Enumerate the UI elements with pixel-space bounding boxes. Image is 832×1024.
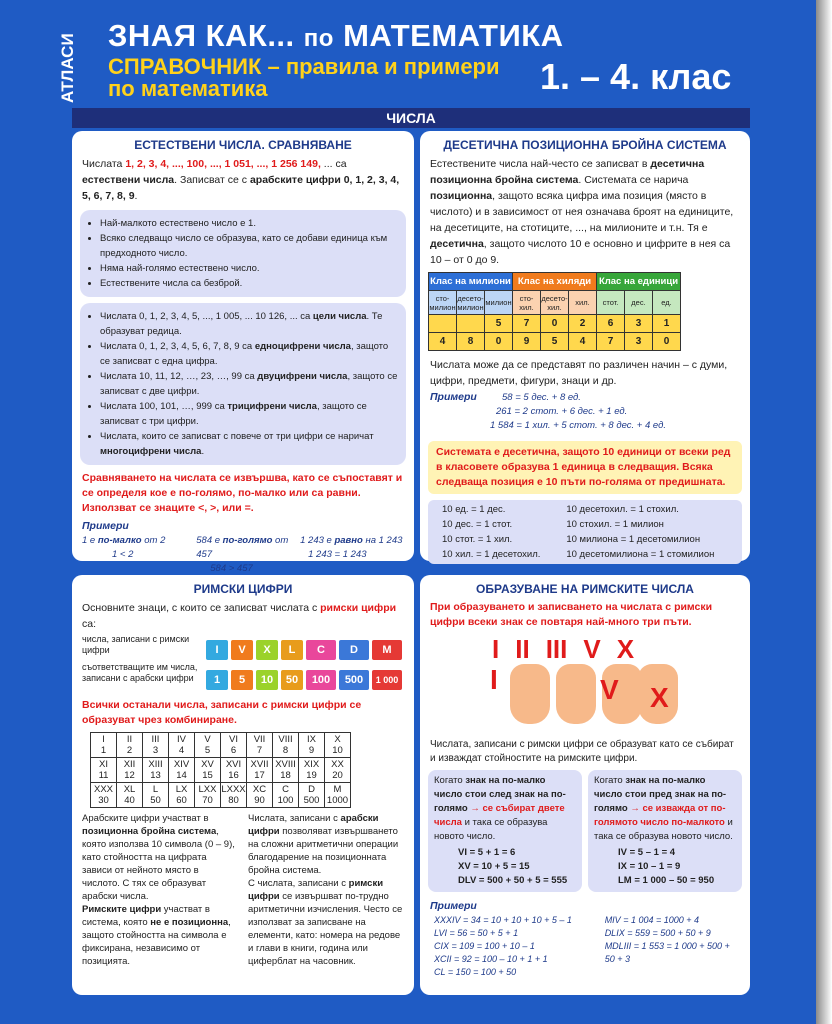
example-line: IX = 10 – 1 = 9 [618,861,681,872]
table-cell: XIII 13 [143,758,169,783]
digit-cell: 7 [513,315,541,333]
text-red: се събират двете числа [434,803,565,828]
roman-intro [72,600,414,632]
eq-line: 10 стохил. = 1 милион [566,519,664,530]
text: , защото се записват с две цифри. [100,371,398,397]
text: , защото се записват с три цифри. [100,401,367,427]
text: С числата, записани с [248,878,349,889]
label-roman: числа, записани с римски цифри [82,634,190,655]
hand-icon [510,664,550,724]
text: Основните знаци, с които се записват числата с [82,602,321,614]
arrow: → [627,803,643,814]
list-item: • Няма най-голямо естествено число. [100,261,398,276]
digit-cell: 9 [513,333,541,351]
digit-cell: 0 [653,333,681,351]
text: 1 е [82,535,98,546]
text-bold: десетична позиционна бройна система [430,158,705,186]
text: , защото числото 10 е основно и цифрите в нея са 10 – от 0 до 9. [430,238,731,266]
list-item: • Естествените числа са безброй. [100,276,398,291]
text-bold: десетична [430,238,484,250]
example-3 [300,534,404,576]
text: от 457 [196,535,289,560]
digit-cell: 7 [597,333,625,351]
roman-explanation [72,808,414,972]
table-cell: LX 60 [169,783,195,808]
publisher-logo: АТЛАСИ [58,33,77,103]
page-subtitle [108,56,500,100]
subheader-cell: десето-хил. [541,291,569,315]
example-line: XXXIV = 34 = 10 + 10 + 10 + 5 – 1 [434,915,572,925]
compare-rule: Сравняването на числата се извършва, като се съпоставят и се определя кое е по-голямо, по-малко или са равни. Използват се знаците <, >, или =. [82,472,403,514]
digit-cell: 0 [541,315,569,333]
explanation-col-1 [82,812,238,968]
legend-tiles [206,634,402,690]
digit-cell: 3 [625,333,653,351]
text: позволяват извършването на сложни аритметични операции благодарение на позиционната бройна система. [248,826,399,876]
title-main: ЗНАЯ КАК... [108,18,295,53]
list-item [100,429,398,459]
repeat-rule: При образуването и записването на числата с римски цифри всеки знак се повтаря най-много три пъти. [430,601,713,628]
arabic-tile: 1 [206,670,228,690]
digit-cell: 0 [485,333,513,351]
text-bold: трицифрени числа [227,401,317,412]
list-item [100,339,398,369]
list-item: • Всяко следващо число се образува, като се добави единица към предходното число. [100,231,398,261]
text: Числата 0, 1, 2, 3, 4, 5, ..., 1 005, ... 10 126, ... са [100,311,313,322]
eq-line: 10 десетомилиона = 1 стомилион [566,549,715,560]
text: участват в система, която [82,904,210,928]
example-line: DLV = 500 + 50 + 5 = 555 [458,875,568,886]
roman-letter: III [545,634,568,664]
roman-letter: II [515,634,530,664]
table-row [91,783,351,808]
eq-line: 10 десетохил. = 1 стохил. [566,504,679,515]
legend-labels [82,634,200,690]
roman-tile: I [206,640,228,660]
table-cell: III 3 [143,733,169,758]
natural-intro [72,156,414,204]
text: 1 < 2 [112,549,134,560]
examples-label: Примери [430,900,477,912]
text: 584 > 457 [210,563,253,574]
text-bold: позиционна бройна система [82,826,217,837]
text: на 1 243 [362,535,403,546]
positional-table [428,272,681,351]
arabic-tiles-row [206,670,402,690]
text: , защото стойността на символа е фиксирана, независимо от позицията. [82,917,231,967]
text: 1 243 е [300,535,335,546]
digit-cell: 8 [457,333,485,351]
text-red: римски цифри [320,602,397,614]
digit-cell: 1 [653,315,681,333]
eq-line: 10 стот. = 1 хил. [442,534,513,545]
section-bar: ЧИСЛА [72,108,750,128]
text-bold: знак на по-малко число стои след знак на по-голямо [434,775,566,814]
digit-cell: 6 [597,315,625,333]
text: Числата 0, 1, 2, 3, 4, 5, 6, 7, 8, 9 са [100,341,255,352]
text-bold: 0, 1, 2, 3, 4, 5, 6, 7, 8, 9 [82,174,400,202]
table-cell: XIX 19 [299,758,325,783]
table-cell: XIV 14 [169,758,195,783]
arrow: → [467,803,483,814]
eq-line: 10 милиона = 1 десетомилион [566,534,701,545]
text: и така се образува новото число. [594,817,733,842]
table-cell: XX 20 [325,758,351,783]
roman-tiles-row [206,640,402,660]
digit-count-box [80,303,406,465]
text: . [134,190,138,202]
roman-tile: M [372,640,402,660]
example-line: CIX = 109 = 100 + 10 – 1 [434,941,535,951]
example-line: IV = 5 – 1 = 4 [618,847,676,858]
text-bold: Римските цифри [82,904,162,915]
table-cell: XVI 16 [221,758,247,783]
examples-right [605,914,736,979]
natural-numbers-panel [72,131,414,574]
class-header-millions: Клас на милиони [429,273,513,291]
text-bold: не е позиционна [150,917,229,928]
positional-examples [420,389,750,435]
roman-digits-panel [72,575,414,995]
text: ... са [320,158,347,170]
text: . Системата се нарича [578,174,689,186]
subheader-cell: стот. [597,291,625,315]
digit-cell: 2 [569,315,597,333]
table-cell: IV 4 [169,733,195,758]
roman-letter: V [583,634,601,664]
roman-tile: X [256,640,278,660]
example-line: 1 584 = 1 хил. + 5 стот. + 8 дес. + 4 ед. [490,420,666,431]
text: Числата 10, 11, 12, …, 23, …, 99 са [100,371,258,382]
arabic-tile: 1 000 [372,670,402,690]
subheader-cell: милион [485,291,513,315]
digit-cell [429,315,457,333]
top-letters [428,634,742,665]
text: Числата 100, 101, …, 999 са [100,401,228,412]
table-cell: IX 9 [299,733,325,758]
text-bold: равно [334,535,363,546]
subheader-cell: сто-милион [429,291,457,315]
table-cell: XXX 30 [91,783,117,808]
examples-label: Примери [82,520,129,532]
text: от 2 [141,535,166,546]
text-bold: римски цифри [248,878,384,902]
text: Числата, които се записват с повече от три цифри се наричат [100,431,374,442]
example-line: 261 = 2 стот. + 6 дес. + 1 ед. [496,406,628,417]
label-arabic: съответстващите им числа, записани с арабски цифри [82,662,198,683]
table-row [91,733,351,758]
example-line: XV = 10 + 5 = 15 [458,861,530,872]
arabic-tile: 5 [231,670,253,690]
example-2 [196,534,300,576]
examples-label: Примери [430,391,477,403]
forming-intro: Числата, записани с римски цифри се образуват като се събират и изваждат стойностите на римските цифри. [430,739,734,764]
panel-title: РИМСКИ ЦИФРИ [193,582,293,596]
table-cell: XV 15 [195,758,221,783]
text-bold: по-голямо [222,535,273,546]
roman-table [90,732,351,808]
text-bold: знак на по-малко число стои пред знак на по-голямо [594,775,727,814]
text: са: [82,618,97,630]
table-cell: M 1000 [325,783,351,808]
table-cell: XI 11 [91,758,117,783]
subheader-cell: дес. [625,291,653,315]
subtitle-line1: СПРАВОЧНИК – правила и примери [108,54,500,79]
represent-text: Числата може да се представят по различен начин – с думи, цифри, предмети, фигури, знаци и др. [430,359,728,387]
eq-line: 10 хил. = 1 десетохил. [442,549,541,560]
forming-roman-panel [420,575,750,995]
table-cell: I 1 [91,733,117,758]
panel-title: ЕСТЕСТВЕНИ ЧИСЛА. СРАВНЯВАНЕ [134,138,352,152]
example-line: MDLIII = 1 553 = 1 000 + 500 + 50 + 3 [604,941,730,964]
text-bold: цели числа [312,311,367,322]
hands-illustration [428,634,742,734]
combine-rule: Всички останали числа, записани с римски цифри се образуват чрез комбиниране. [82,699,362,726]
table-cell: X 10 [325,733,351,758]
class-header-units: Клас на единици [597,273,681,291]
digit-cell: 4 [569,333,597,351]
text: 1 243 = 1 243 [308,549,367,560]
roman-tile: V [231,640,253,660]
table-cell: XL 40 [117,783,143,808]
page-title [108,18,564,54]
text: Когато [434,775,466,786]
decimal-rule: Системата е десетична, защото 10 единици от всеки ред в класовете образува 1 единица в следващия. Всяка следваща позиция е 10 пъти по-голяма от предишната. [428,441,742,494]
eq-right [566,502,728,562]
hand-letter: X [650,682,669,713]
list-item [100,309,398,339]
text: , защото всяка цифра има позиция (място в числото) и в зависимост от нея означава броят на единиците, на десетиците, на стотиците, ..., на милионите и т.н. Тя е [430,190,734,234]
table-cell: VI 6 [221,733,247,758]
table-cell: II 2 [117,733,143,758]
equivalence-grid [428,500,742,564]
roman-tile: C [306,640,336,660]
panel-title: ОБРАЗУВАНЕ НА РИМСКИТЕ ЧИСЛА [476,582,694,596]
list-item [100,369,398,399]
text-bold: естествени числа [82,174,175,186]
table-cell: D 500 [299,783,325,808]
positional-system-panel [420,131,750,561]
example-line: CL = 150 = 100 + 50 [434,967,517,977]
addition-box [428,770,582,892]
example-line: 58 = 5 дес. + 8 ед. [502,392,581,403]
page-edge [816,0,832,1024]
example-line: XCII = 92 = 100 – 10 + 1 + 1 [434,954,548,964]
eq-line: 10 ед. = 1 дес. [442,504,506,515]
hand-icon [556,664,596,724]
text-bold: едноцифрени числа [254,341,351,352]
table-cell: C 100 [273,783,299,808]
digit-cell: 3 [625,315,653,333]
table-cell: VII 7 [247,733,273,758]
subheader-cell: ед. [653,291,681,315]
text: и така се образува новото число. [434,817,548,842]
example-line: LM = 1 000 – 50 = 950 [618,875,715,886]
example-1 [82,534,196,576]
text: Когато [594,775,626,786]
compare-examples [72,532,414,578]
example-line: DLIX = 559 = 500 + 50 + 9 [604,928,711,938]
text: Числата [82,158,126,170]
arabic-tile: 100 [306,670,336,690]
table-cell: V 5 [195,733,221,758]
table-row [91,758,351,783]
digit-cell: 5 [541,333,569,351]
class-header-thousands: Клас на хиляди [513,273,597,291]
text-red: 1, 2, 3, 4, ..., 100, ..., 1 051, ..., 1 256 149, [125,158,321,170]
positional-intro [420,156,750,268]
text: се извършват по-трудно аритметични изчисления. Често се използват за записване на елементи, като: номера на редове и глави в книги, година или циферблат на часовник. [248,891,403,967]
table-cell: XC 90 [247,783,273,808]
hand-letter: V [600,674,619,705]
digit-cell: 4 [429,333,457,351]
digit-cell [457,315,485,333]
explanation-col-2 [248,812,404,968]
add-subtract-boxes [420,766,750,896]
eq-left [442,502,566,562]
roman-tile: L [281,640,303,660]
example-line: MIV = 1 004 = 1000 + 4 [604,915,700,925]
text: , която използва 10 символа (0 – 9), като стойността на цифрата зависи от нейното място в числото. С тях се образуват арабски числа. [82,826,235,902]
arabic-tile: 10 [256,670,278,690]
text-bold: многоцифрени числа [100,446,202,457]
hand-letter: I [490,664,498,695]
table-cell: XVII 17 [247,758,273,783]
text-bold: по-малко [97,535,142,546]
text: , защото се записват с една цифра. [100,341,389,367]
subheader-cell: хил. [569,291,597,315]
grade-label: 1. – 4. клас [540,56,732,97]
list-item [100,399,398,429]
example-line: LVI = 56 = 50 + 5 + 1 [434,928,519,938]
table-cell: LXX 70 [195,783,221,808]
examples-left [434,914,605,979]
subheader-cell: десето-милион [457,291,485,315]
digit-cell: 5 [485,315,513,333]
subtraction-examples [594,846,736,888]
natural-facts-box [80,210,406,297]
subtitle-line2: по математика [108,76,268,101]
roman-letter: X [616,634,635,664]
subtraction-box [588,770,742,892]
roman-letter: I [492,634,500,664]
text: . Записват се с [174,174,250,186]
subheader-cell: сто-хил. [513,291,541,315]
addition-examples [434,846,576,888]
roman-tile: D [339,640,369,660]
text-red: се изважда от по-голямото число по-малкото [594,803,726,828]
table-cell: XII 12 [117,758,143,783]
roman-examples [420,912,750,981]
table-cell: L 50 [143,783,169,808]
table-cell: LXXX 80 [221,784,246,806]
list-item: • Най-малкото естествено число е 1. [100,216,398,231]
panel-title: ДЕСЕТИЧНА ПОЗИЦИОННА БРОЙНА СИСТЕМА [443,138,727,152]
arabic-tile: 50 [281,670,303,690]
text-bold: арабски цифри [248,813,379,837]
example-line: VI = 5 + 1 = 6 [458,847,516,858]
table-cell: XVIII 18 [273,758,299,783]
text-bold: позиционна [430,190,493,202]
text: . Те образуват редица. [100,311,383,337]
arabic-tile: 500 [339,670,369,690]
text: Арабските цифри участват в [82,813,209,824]
roman-symbols-legend [72,632,414,692]
text: Числата, записани с [248,813,341,824]
text: . [201,446,205,457]
text-bold: арабските цифри [249,174,341,186]
text: 584 е [196,535,223,546]
title-mid: по [303,25,334,52]
text-bold: двуцифрени числа [257,371,348,382]
table-cell: VIII 8 [273,733,299,758]
text: Естествените числа най-често се записват в [430,158,651,170]
eq-line: 10 дес. = 1 стот. [442,519,513,530]
title-end: МАТЕМАТИКА [343,18,564,53]
examples-list [490,391,666,433]
